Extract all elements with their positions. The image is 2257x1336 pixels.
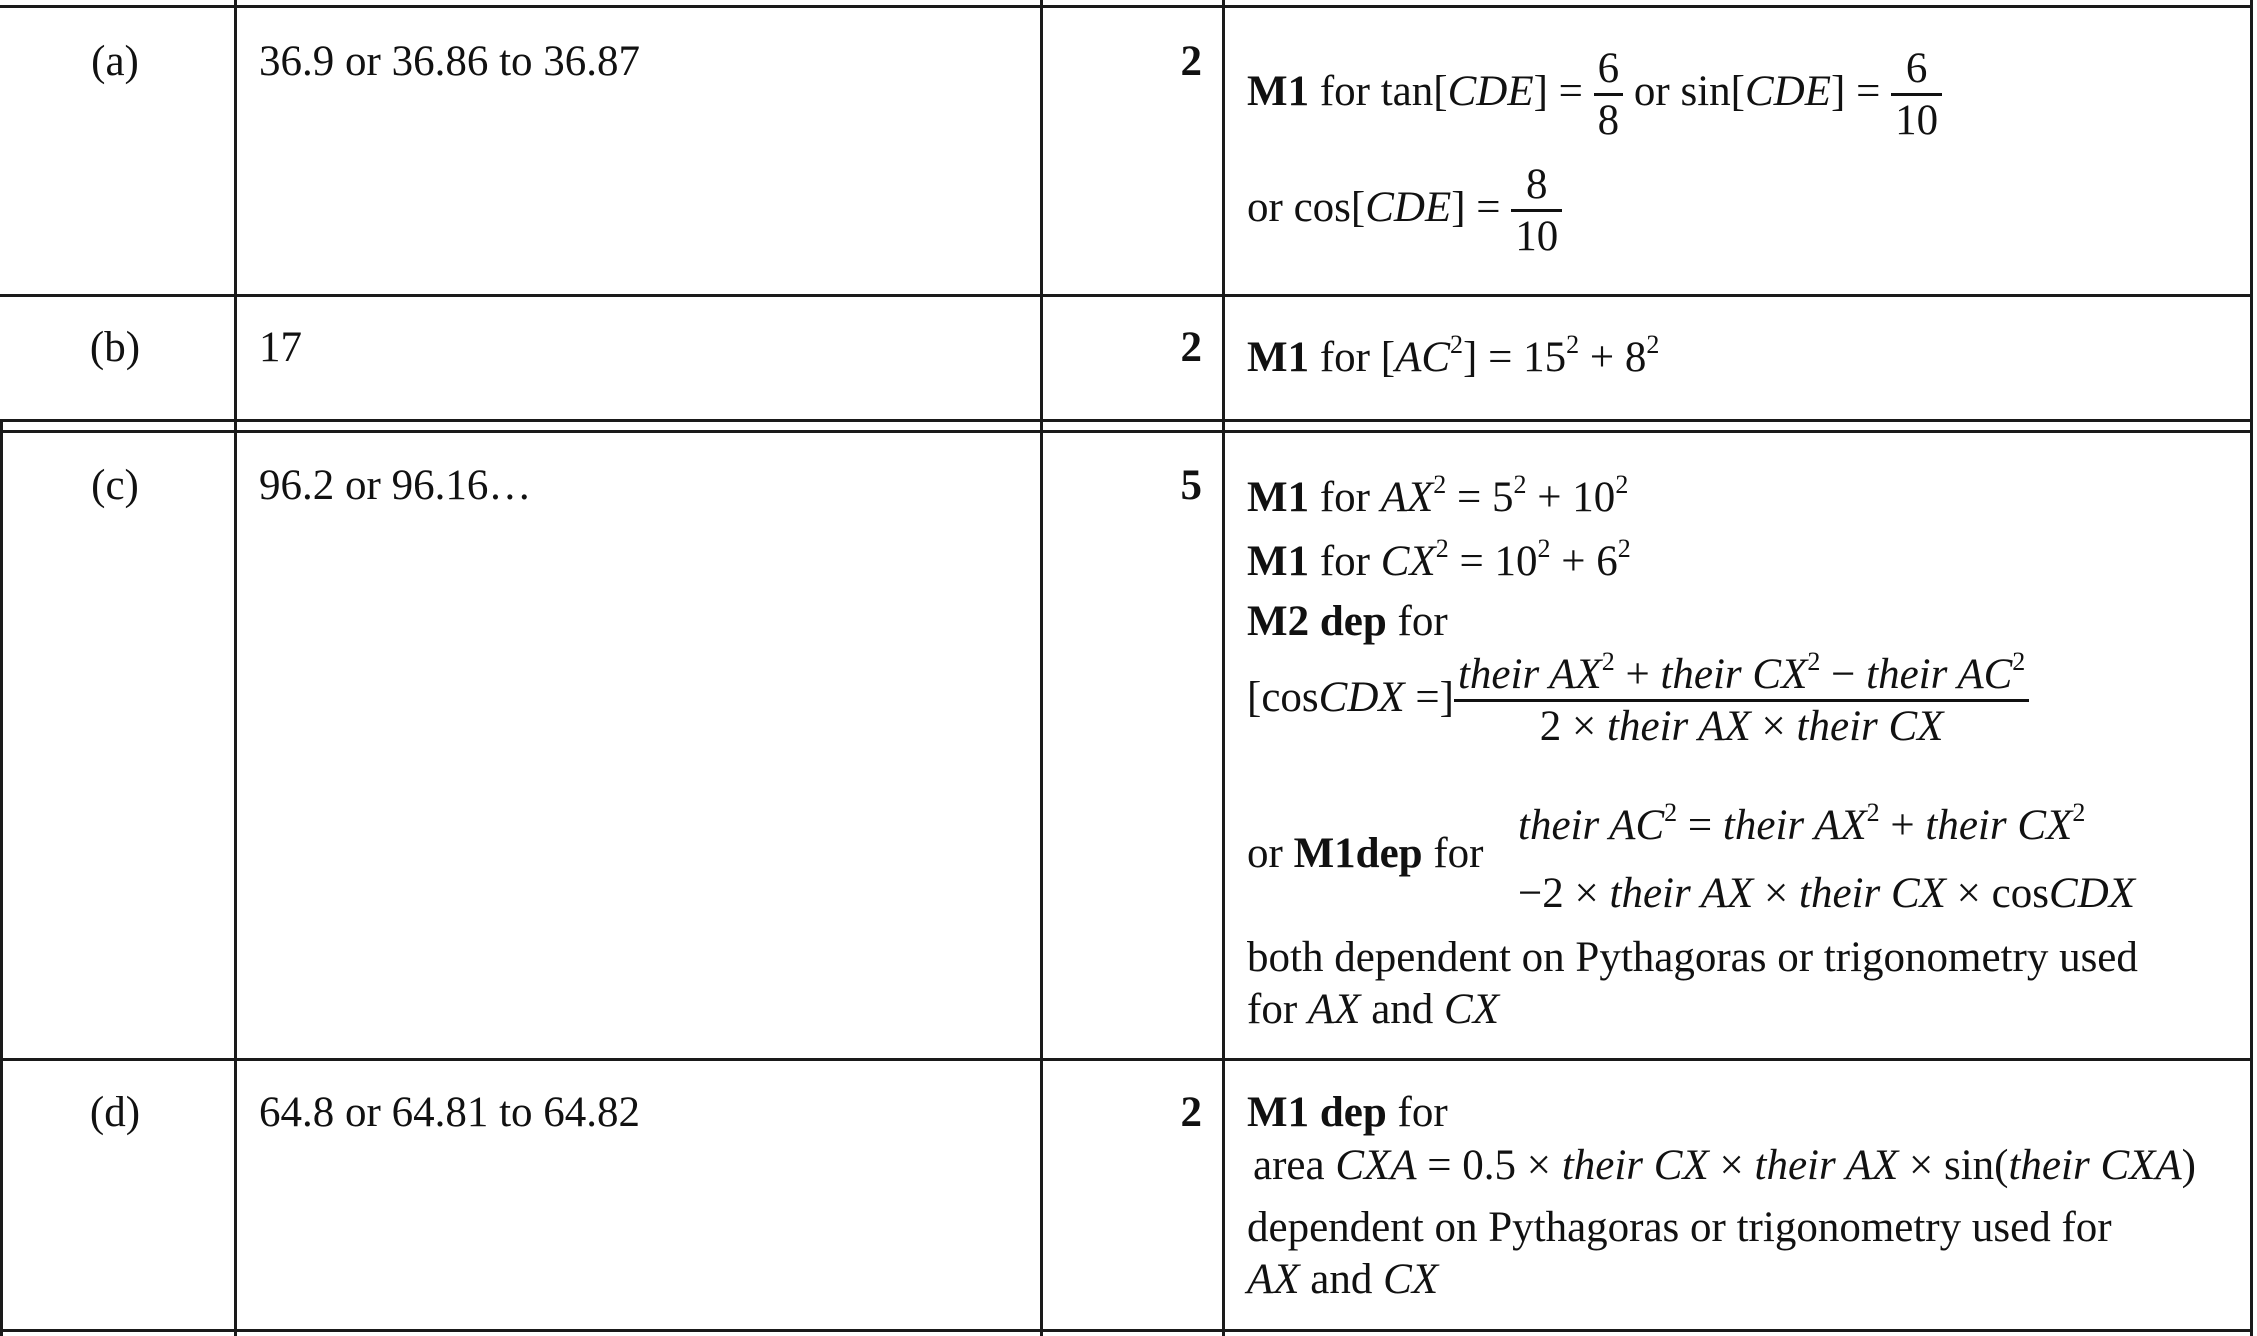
mark-value: 2: [1180, 1089, 1202, 1136]
table-rule: [0, 419, 2253, 422]
guidance-note: AX and CX: [1247, 1256, 1439, 1303]
fraction: $\frac{6}{10}$: [1891, 44, 1942, 146]
cosine-rule-fraction: $\frac{their AX^2 + their CX^2 - their AC^2}{\text{2 × their AX × their CX}}$: [1454, 650, 2029, 752]
mark-code: M1dep: [1293, 830, 1423, 877]
mark-code: M1 dep: [1247, 1089, 1387, 1136]
answer-text: 17: [259, 324, 302, 371]
guidance-line: their $AC^2$ = their $AX^2$ + their $CX^2$: [1518, 798, 2086, 849]
part-label: (d): [89, 1089, 141, 1136]
guidance-line: area CXA = 0.5 × their CX × their AX × sin(their CXA): [1253, 1142, 2196, 1189]
guidance-line: M1 for $CX^2 = 10^2 + 6^2$: [1247, 534, 1631, 585]
mark-code: M1: [1247, 538, 1310, 585]
table-rule: [234, 0, 237, 1336]
guidance-line: M1 for tan[CDE] = $\frac{6}{8}$ or sin[CDE] = $\frac{6}{10}$: [1247, 44, 1942, 146]
guidance-note: for AX and CX: [1247, 986, 1499, 1033]
table-rule: [2250, 0, 2253, 1336]
guidance-line: [cosCDX =] $\frac{their AX^2 + their CX^2 - their AC^2}{\text{2 × their AX × their CX}}$: [1247, 650, 2029, 752]
part-label: (a): [91, 38, 139, 85]
guidance-line: M1 dep for: [1247, 1089, 1448, 1136]
guidance-line: or cos[CDE] = $\frac{8}{10}$: [1247, 160, 1562, 262]
answer-text: 64.8 or 64.81 to 64.82: [259, 1089, 641, 1136]
mark-code: M1: [1247, 474, 1310, 521]
mark-value: 5: [1180, 462, 1202, 509]
table-rule: [0, 430, 2253, 433]
mark-value: 2: [1180, 38, 1202, 85]
guidance-line: −2 × their AX × their CX × cosCDX: [1518, 870, 2135, 917]
part-label: (b): [89, 324, 141, 371]
guidance-note: both dependent on Pythagoras or trigonometry used: [1247, 934, 2138, 981]
guidance-line: or M1dep for: [1247, 830, 1484, 877]
guidance-line: M1 for $AX^2 = 5^2 + 10^2$: [1247, 470, 1629, 521]
guidance-line: M1 for $[AC^2] = 15^2 + 8^2$: [1247, 330, 1660, 381]
mark-code: M2 dep: [1247, 598, 1387, 645]
table-rule: [1040, 0, 1043, 1336]
table-rule: [0, 1058, 2253, 1061]
table-rule: [0, 1329, 2253, 1332]
answer-text: 36.9 or 36.86 to 36.87: [259, 38, 641, 85]
table-rule: [0, 420, 3, 1336]
table-rule: [0, 5, 2253, 8]
guidance-line: M2 dep for: [1247, 598, 1448, 645]
mark-code: M1: [1247, 334, 1310, 381]
answer-text: 96.2 or 96.16…: [259, 462, 532, 509]
fraction: $\frac{6}{8}$: [1594, 44, 1624, 146]
part-label: (c): [91, 462, 139, 509]
mark-code: M1: [1247, 67, 1310, 115]
mark-value: 2: [1180, 324, 1202, 371]
guidance-note: dependent on Pythagoras or trigonometry used for: [1247, 1204, 2112, 1251]
table-rule: [0, 294, 2253, 297]
fraction: $\frac{8}{10}$: [1511, 160, 1562, 262]
table-rule: [1222, 0, 1225, 1336]
